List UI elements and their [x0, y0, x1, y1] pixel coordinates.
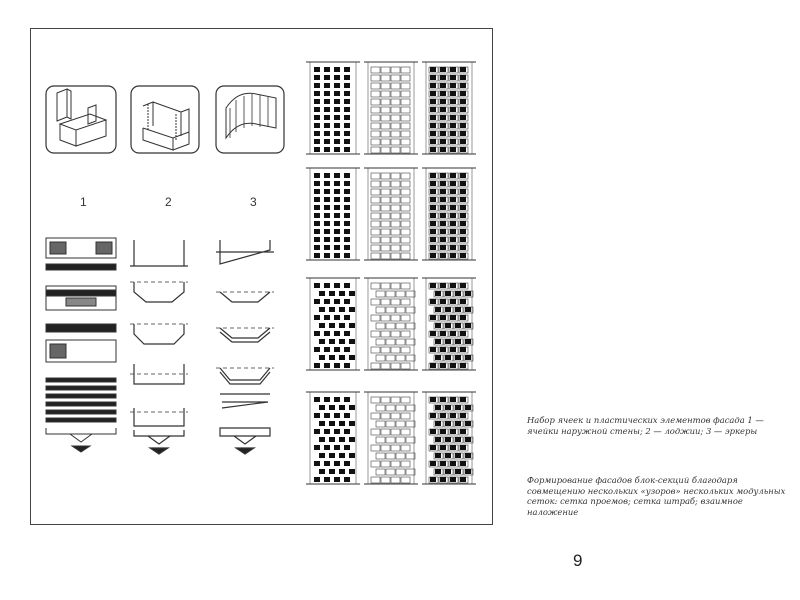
loggia-plans: [130, 240, 188, 454]
figure-illustration: [30, 28, 630, 548]
column-number-1: 1: [80, 195, 87, 209]
page-number: 9: [573, 551, 583, 570]
wall-cell-elevations: [46, 238, 116, 452]
facade-elevations: [306, 62, 476, 484]
bay-window-plans: [216, 240, 274, 454]
caption-cell-set: Набор ячеек и пластических элементов фасада 1 — ячейки наружной стены; 2 — лоджии; 3 — эркеры: [527, 415, 764, 436]
wall-cells-icon: [46, 86, 116, 153]
column-number-2: 2: [165, 195, 172, 209]
column-number-3: 3: [250, 195, 257, 209]
loggia-cells-icon: [131, 86, 199, 153]
caption-facade-formation: Формирование фасадов блок-секций благодаря совмещению нескольких «узоров» нескольких модульных сеток: сетка проемов; сетка штраб; взаимное наложение: [527, 475, 786, 517]
bay-window-cells-icon: [216, 86, 284, 153]
